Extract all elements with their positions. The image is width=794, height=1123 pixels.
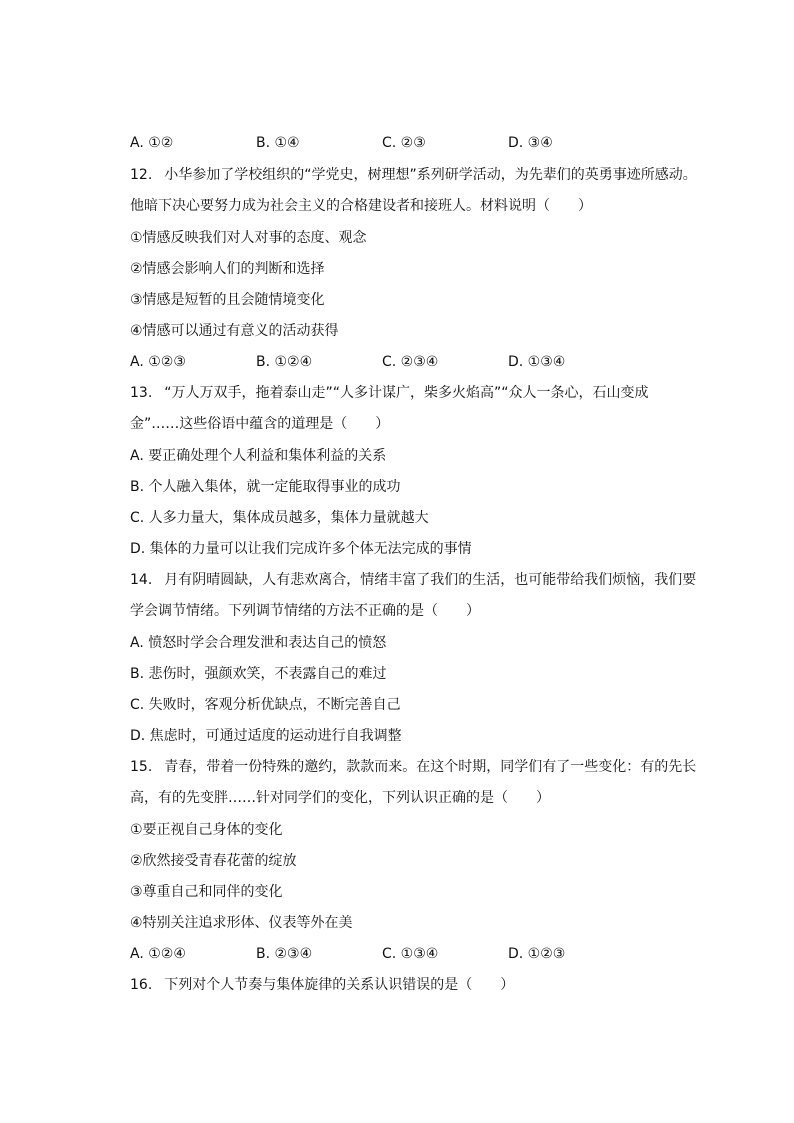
q14-stem-line2: 学会调节情绪。下列调节情绪的方法不正确的是（ ） — [130, 603, 480, 619]
q16-number: 16. — [130, 977, 153, 993]
q11-option-a[interactable]: A. ①② — [130, 135, 174, 151]
q13-stem-line1 — [130, 383, 710, 403]
q11-option-c[interactable]: C. ②③ — [382, 135, 426, 151]
q15-option-c[interactable]: C. ①③④ — [382, 946, 439, 962]
q11-option-d[interactable]: D. ③④ — [508, 135, 553, 151]
q15-number: 15. — [130, 759, 153, 775]
q15-stem-text1: 青春，带着一份特殊的邀约，款款而来。在这个时期，同学们有了一些变化：有的先长 — [164, 759, 697, 775]
q13-choice-c[interactable]: C. 人多力量大，集体成员越多，集体力量就越大 — [130, 510, 429, 526]
q14-choice-b[interactable]: B. 悲伤时，强颜欢笑，不表露自己的难过 — [130, 666, 387, 682]
q16-stem-text1: 下列对个人节奏与集体旋律的关系认识错误的是（ ） — [164, 977, 515, 993]
q12-stem-line2: 他暗下决心要努力成为社会主义的合格建设者和接班人。材料说明（ ） — [130, 198, 592, 214]
q12-statement-1: ①情感反映我们对人对事的态度、观念 — [130, 230, 367, 246]
q14-choice-a[interactable]: A. 愤怒时学会合理发泄和表达自己的愤怒 — [130, 635, 387, 651]
q13-number: 13. — [130, 385, 153, 401]
q12-option-d[interactable]: D. ①③④ — [508, 354, 566, 370]
q12-statement-2: ②情感会影响人们的判断和选择 — [130, 261, 325, 277]
q14-choice-d[interactable]: D. 焦虑时，可通过适度的运动进行自我调整 — [130, 728, 402, 744]
q13-choice-d[interactable]: D. 集体的力量可以让我们完成许多个体无法完成的事情 — [130, 541, 472, 557]
q12-stem-line1 — [130, 165, 710, 185]
q15-stem-line2: 高，有的先变胖……针对同学们的变化，下列认识正确的是（ ） — [130, 790, 550, 806]
q15-option-d[interactable]: D. ①②③ — [508, 946, 566, 962]
q11-option-b[interactable]: B. ①④ — [256, 135, 300, 151]
q15-statement-3: ③尊重自己和同伴的变化 — [130, 884, 283, 900]
q12-option-b[interactable]: B. ①②④ — [256, 354, 313, 370]
q14-choice-c[interactable]: C. 失败时，客观分析优缺点，不断完善自己 — [130, 697, 401, 713]
q12-number: 12. — [130, 167, 153, 183]
q15-stem-line1 — [130, 757, 710, 777]
q12-option-a[interactable]: A. ①②③ — [130, 354, 186, 370]
q13-stem-text1: “万人万双手，拖着泰山走”“人多计谋广，柴多火焰高”“众人一条心，石山变成 — [164, 385, 649, 401]
q12-statement-4: ④情感可以通过有意义的活动获得 — [130, 323, 339, 339]
q12-stem-text1: 小华参加了学校组织的“学党史，树理想”系列研学活动，为先辈们的英勇事迹所感动。 — [164, 167, 697, 183]
q14-stem-line1 — [130, 570, 710, 590]
q14-number: 14. — [130, 572, 153, 588]
q12-statement-3: ③情感是短暂的且会随情境变化 — [130, 292, 325, 308]
q15-option-a[interactable]: A. ①②④ — [130, 946, 186, 962]
q13-stem-line2: 金”……这些俗语中蕴含的道理是（ ） — [130, 416, 390, 432]
q13-choice-b[interactable]: B. 个人融入集体，就一定能取得事业的成功 — [130, 479, 401, 495]
q15-statement-1: ①要正视自己身体的变化 — [130, 822, 283, 838]
q14-stem-text1: 月有阴晴圆缺，人有悲欢离合，情绪丰富了我们的生活，也可能带给我们烦恼，我们要 — [164, 572, 697, 588]
q15-statement-4: ④特别关注追求形体、仪表等外在美 — [130, 915, 353, 931]
q13-choice-a[interactable]: A. 要正确处理个人利益和集体利益的关系 — [130, 448, 387, 464]
q15-option-b[interactable]: B. ②③④ — [256, 946, 313, 962]
q15-statement-2: ②欣然接受青春花蕾的绽放 — [130, 853, 297, 869]
q16-stem-line1 — [130, 975, 710, 995]
q12-option-c[interactable]: C. ②③④ — [382, 354, 439, 370]
